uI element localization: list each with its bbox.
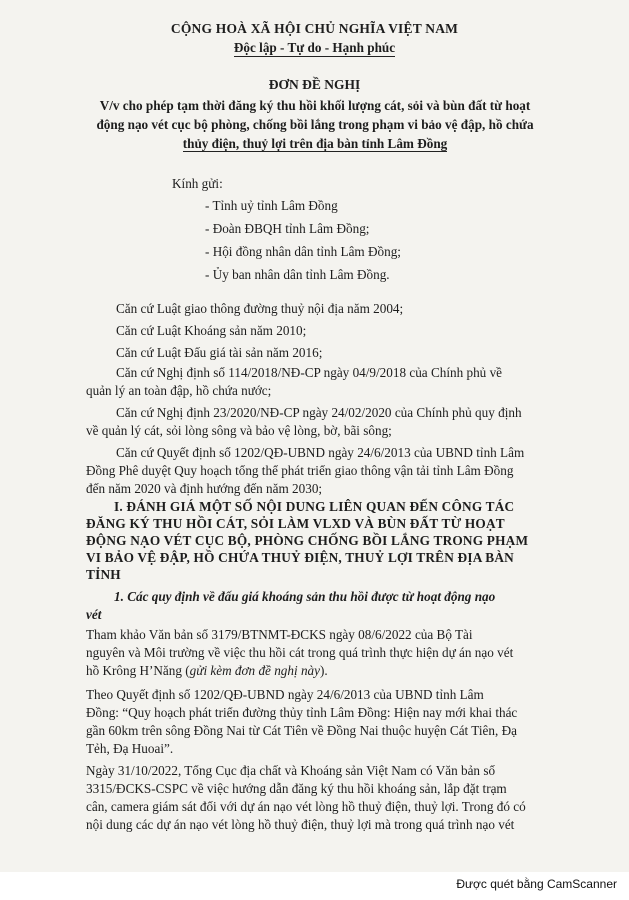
section-1-line: TỈNH [86,567,121,582]
section-1-heading [86,498,608,583]
recipient-item: - Hội đồng nhân dân tỉnh Lâm Đồng; [205,244,401,259]
section-1-line: VI BẢO VỆ ĐẬP, HỒ CHỨA THUỶ ĐIỆN, THUỶ LỢI TRÊN ĐỊA BÀN [86,550,514,565]
legal-basis-5-line: về quản lý cát, sỏi lòng sông và bảo vệ lòng, bờ, bãi sông; [86,423,392,438]
legal-basis-6-line: Đồng Phê duyệt Quy hoạch tổng thể phát triển giao thông vận tải tỉnh Lâm Đồng [86,463,514,478]
section-1-line: I. ĐÁNH GIÁ MỘT SỐ NỘI DUNG LIÊN QUAN ĐẾN CÔNG TÁC [114,499,515,514]
scanner-watermark: Được quét bằng CamScanner [456,877,617,891]
subject-line-3 [40,134,590,153]
paragraph-2-line: Theo Quyết định số 1202/QĐ-UBND ngày 24/6/2013 của UBND tỉnh Lâm [86,687,484,702]
paragraph-1 [86,626,606,680]
section-1-line: ĐỘNG NẠO VÉT CỤC BỘ, PHÒNG CHỐNG BỒI LẮNG TRONG PHẠM [86,533,529,548]
paragraph-3-line: 3315/ĐCKS-CSPC về việc hướng dẫn đăng ký thu hồi khoáng sản, lắp đặt trạm [86,781,507,796]
national-title: CỘNG HOÀ XÃ HỘI CHỦ NGHĨA VIỆT NAM [170,21,459,36]
recipient-item: - Tỉnh uỷ tỉnh Lâm Đồng [205,198,338,213]
legal-basis-4-line: Căn cứ Nghị định số 114/2018/NĐ-CP ngày 04/9/2018 của Chính phủ về [116,365,503,380]
paragraph-2-line: gần 60km trên sông Đồng Nai từ Cát Tiên về Đồng Nai thuộc huyện Cát Tiên, Đạ [86,723,517,738]
legal-basis-2-text: Căn cứ Luật Khoáng sản năm 2010; [116,323,307,338]
recipient-item: - Đoàn ĐBQH tỉnh Lâm Đồng; [205,221,370,236]
legal-basis-3 [86,344,606,362]
subject-line-1: V/v cho phép tạm thời đăng ký thu hồi khối lượng cát, sỏi và bùn đất từ hoạt [99,98,531,113]
paragraph-1-line: Tham khảo Văn bản số 3179/BTNMT-ĐCKS ngày 08/6/2022 của Bộ Tài [86,627,473,642]
paragraph-1-line [86,662,606,680]
legal-basis-1-text: Căn cứ Luật giao thông đường thuỷ nội địa năm 2004; [116,301,404,316]
national-motto [0,39,629,57]
paragraph-1-text: ). [319,663,328,678]
recipient-list [205,197,401,289]
legal-basis-6-line: Căn cứ Quyết định số 1202/QĐ-UBND ngày 24/6/2013 của UBND tỉnh Lâm [116,445,525,460]
legal-basis-5 [86,404,606,440]
legal-basis-3-text: Căn cứ Luật Đấu giá tài sản năm 2016; [116,345,323,360]
paragraph-1-text: hồ Krông H’Năng ( [86,663,190,678]
paragraph-1-line: nguyên và Môi trường về việc thu hồi cát trong quá trình thực hiện dự án nạo vét [86,645,514,660]
section-1-line: ĐĂNG KÝ THU HỒI CÁT, SỎI LÀM VLXD VÀ BÙN ĐẤT TỪ HOẠT [86,516,505,531]
paragraph-3-line: nội dung các dự án nạo vét lòng hồ thuỷ điện, thuỷ lợi mà trong quá trình nạo vét [86,817,515,832]
legal-basis-6-line: đến năm 2020 và định hướng đến năm 2030; [86,481,323,496]
subject-line-2: động nạo vét cục bộ phòng, chống bồi lắng trong phạm vi bảo vệ đập, hồ chứa [96,117,534,132]
paragraph-3-line: Ngày 31/10/2022, Tổng Cục địa chất và Khoáng sản Việt Nam có Văn bản số [86,763,496,778]
motto-text: Độc lập - Tự do - Hạnh phúc [233,40,396,55]
legal-basis-1 [86,300,606,318]
paragraph-3 [86,762,606,834]
paragraph-2-line: Tẻh, Đạ Huoai”. [86,741,174,756]
document-subject [40,96,590,153]
legal-basis-2 [86,322,606,340]
paragraph-2 [86,686,606,758]
paragraph-3-line: cân, camera giám sát đối với dự án nạo vét lòng hồ thuỷ điện, thuỷ lợi. Trong đó có [86,799,526,814]
recipient-item: - Ủy ban nhân dân tỉnh Lâm Đồng. [205,267,390,282]
subsection-1-line: 1. Các quy định về đấu giá khoáng sản thu hồi được từ hoạt động nạo [114,589,496,604]
subsection-1-heading [86,588,606,624]
subject-line-3-text: thủy điện, thuỷ lợi trên địa bàn tỉnh Lâm Đồng [182,136,448,151]
paragraph-2-line: Đồng: “Quy hoạch phát triển đường thủy tỉnh Lâm Đồng: Hiện nay mới khai thác [86,705,518,720]
legal-basis-4-line: quản lý an toàn đập, hồ chứa nước; [86,383,272,398]
subsection-1-line: vét [86,607,102,622]
paragraph-1-italic: gửi kèm đơn đề nghị này [189,663,320,678]
legal-basis-5-line: Căn cứ Nghị định 23/2020/NĐ-CP ngày 24/02/2020 của Chính phủ quy định [116,405,522,420]
salutation: Kính gửi: [172,176,223,191]
legal-basis-6 [86,444,606,498]
document-title: ĐƠN ĐỀ NGHỊ [268,77,361,92]
scanner-footer [0,872,629,900]
legal-basis-4 [86,364,606,400]
